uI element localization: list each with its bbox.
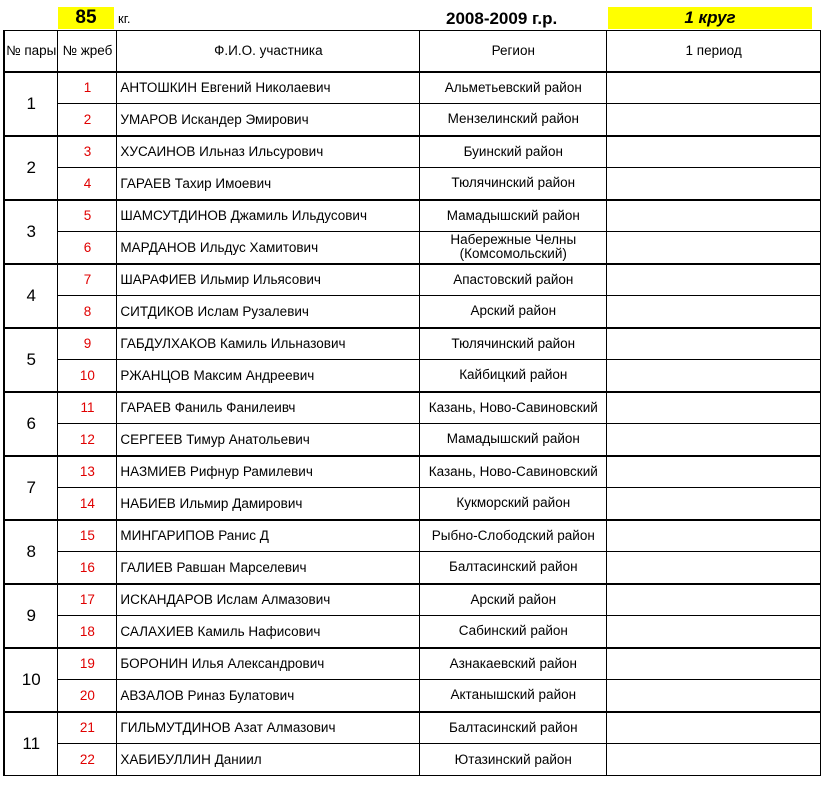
- period-score-cell[interactable]: [607, 744, 821, 776]
- table-row: [4, 72, 821, 104]
- table-row: [4, 520, 821, 552]
- pair-number: 1: [4, 72, 58, 136]
- participant-region: Рыбно-Слободский район: [420, 520, 607, 552]
- period-score-cell[interactable]: [607, 520, 821, 552]
- pair-number: 10: [4, 648, 58, 712]
- period-score-cell[interactable]: [607, 712, 821, 744]
- draw-number: 11: [58, 392, 117, 424]
- table-row: [4, 360, 821, 392]
- pair-number: 6: [4, 392, 58, 456]
- participant-name: АНТОШКИН Евгений Николаевич: [117, 72, 420, 104]
- period-score-cell[interactable]: [607, 232, 821, 264]
- table-row: [4, 168, 821, 200]
- participant-name: ГАЛИЕВ Равшан Марселевич: [117, 552, 420, 584]
- draw-number: 16: [58, 552, 117, 584]
- table-row: [4, 584, 821, 616]
- period-score-cell[interactable]: [607, 488, 821, 520]
- draw-number: 9: [58, 328, 117, 360]
- participant-region: Казань, Ново-Савиновский: [420, 392, 607, 424]
- participant-region: Балтасинский район: [420, 712, 607, 744]
- table-body: [4, 72, 821, 776]
- participant-region: Азнакаевский район: [420, 648, 607, 680]
- participant-region: Ютазинский район: [420, 744, 607, 776]
- period-score-cell[interactable]: [607, 168, 821, 200]
- period-score-cell[interactable]: [607, 296, 821, 328]
- participant-name: СЕРГЕЕВ Тимур Анатольевич: [117, 424, 420, 456]
- participant-name: БОРОНИН Илья Александрович: [117, 648, 420, 680]
- table-header-row: [4, 31, 821, 72]
- participant-region: Актанышский район: [420, 680, 607, 712]
- participant-name: ИСКАНДАРОВ Ислам Алмазович: [117, 584, 420, 616]
- period-score-cell[interactable]: [607, 104, 821, 136]
- participant-region: Набережные Челны (Комсомольский): [420, 232, 607, 264]
- participant-region: Кайбицкий район: [420, 360, 607, 392]
- weight-unit: кг.: [118, 11, 131, 26]
- draw-number: 6: [58, 232, 117, 264]
- period-score-cell[interactable]: [607, 616, 821, 648]
- table-row: [4, 136, 821, 168]
- period-score-cell[interactable]: [607, 264, 821, 296]
- draw-number: 8: [58, 296, 117, 328]
- participant-name: ГАРАЕВ Фаниль Фанилеивч: [117, 392, 420, 424]
- table-row: [4, 296, 821, 328]
- period-score-cell[interactable]: [607, 456, 821, 488]
- participant-name: МИНГАРИПОВ Ранис Д: [117, 520, 420, 552]
- participant-name: МАРДАНОВ Ильдус Хамитович: [117, 232, 420, 264]
- participant-name: НАЗМИЕВ Рифнур Рамилевич: [117, 456, 420, 488]
- col-pair-no: № пары: [4, 31, 58, 72]
- draw-number: 4: [58, 168, 117, 200]
- table-row: [4, 232, 821, 264]
- participant-name: СИТДИКОВ Ислам Рузалевич: [117, 296, 420, 328]
- col-name: Ф.И.О. участника: [117, 31, 420, 72]
- table-row: [4, 104, 821, 136]
- participant-region: Буинский район: [420, 136, 607, 168]
- participant-name: РЖАНЦОВ Максим Андреевич: [117, 360, 420, 392]
- period-score-cell[interactable]: [607, 424, 821, 456]
- participant-name: ХАБИБУЛЛИН Даниил: [117, 744, 420, 776]
- period-score-cell[interactable]: [607, 584, 821, 616]
- draw-number: 14: [58, 488, 117, 520]
- draw-number: 19: [58, 648, 117, 680]
- participant-region: Казань, Ново-Савиновский: [420, 456, 607, 488]
- period-score-cell[interactable]: [607, 680, 821, 712]
- table-row: [4, 616, 821, 648]
- draw-number: 3: [58, 136, 117, 168]
- draw-number: 5: [58, 200, 117, 232]
- table-row: [4, 264, 821, 296]
- period-score-cell[interactable]: [607, 648, 821, 680]
- period-score-cell[interactable]: [607, 360, 821, 392]
- pair-number: 8: [4, 520, 58, 584]
- period-score-cell[interactable]: [607, 328, 821, 360]
- period-score-cell[interactable]: [607, 136, 821, 168]
- period-score-cell[interactable]: [607, 552, 821, 584]
- draw-number: 22: [58, 744, 117, 776]
- pair-number: 9: [4, 584, 58, 648]
- participant-name: ГАБДУЛХАКОВ Камиль Ильназович: [117, 328, 420, 360]
- participant-name: ХУСАИНОВ Ильназ Ильсурович: [117, 136, 420, 168]
- table-row: [4, 680, 821, 712]
- participant-region: Арский район: [420, 296, 607, 328]
- draw-number: 18: [58, 616, 117, 648]
- participant-region: Тюлячинский район: [420, 328, 607, 360]
- table-row: [4, 424, 821, 456]
- participant-name: НАБИЕВ Ильмир Дамирович: [117, 488, 420, 520]
- table-row: [4, 456, 821, 488]
- draw-table: [3, 30, 821, 776]
- table-row: [4, 488, 821, 520]
- participant-region: Арский район: [420, 584, 607, 616]
- draw-number: 1: [58, 72, 117, 104]
- sheet-header: [0, 0, 821, 30]
- participant-region: Сабинский район: [420, 616, 607, 648]
- table-row: [4, 328, 821, 360]
- col-region: Регион: [420, 31, 607, 72]
- draw-number: 2: [58, 104, 117, 136]
- participant-name: ШАРАФИЕВ Ильмир Ильясович: [117, 264, 420, 296]
- draw-number: 12: [58, 424, 117, 456]
- pair-number: 7: [4, 456, 58, 520]
- period-score-cell[interactable]: [607, 200, 821, 232]
- participant-name: АВЗАЛОВ Риназ Булатович: [117, 680, 420, 712]
- participant-region: Тюлячинский район: [420, 168, 607, 200]
- pair-number: 5: [4, 328, 58, 392]
- draw-number: 13: [58, 456, 117, 488]
- period-score-cell[interactable]: [607, 392, 821, 424]
- participant-name: САЛАХИЕВ Камиль Нафисович: [117, 616, 420, 648]
- draw-number: 21: [58, 712, 117, 744]
- table-row: [4, 648, 821, 680]
- table-row: [4, 712, 821, 744]
- participant-name: ШАМСУТДИНОВ Джамиль Ильдусович: [117, 200, 420, 232]
- draw-number: 10: [58, 360, 117, 392]
- draw-number: 17: [58, 584, 117, 616]
- pair-number: 2: [4, 136, 58, 200]
- participant-name: УМАРОВ Искандер Эмирович: [117, 104, 420, 136]
- participant-region: Кукморский район: [420, 488, 607, 520]
- draw-number: 20: [58, 680, 117, 712]
- birth-years: 2008-2009 г.р.: [446, 9, 558, 28]
- period-score-cell[interactable]: [607, 72, 821, 104]
- table-row: [4, 552, 821, 584]
- table-row: [4, 392, 821, 424]
- participant-name: ГАРАЕВ Тахир Имоевич: [117, 168, 420, 200]
- participant-region: Апастовский район: [420, 264, 607, 296]
- col-draw-no: № жреб: [58, 31, 117, 72]
- table-row: [4, 200, 821, 232]
- pair-number: 4: [4, 264, 58, 328]
- draw-number: 7: [58, 264, 117, 296]
- pair-number: 11: [4, 712, 58, 776]
- participant-region: Мензелинский район: [420, 104, 607, 136]
- table-row: [4, 744, 821, 776]
- pair-number: 3: [4, 200, 58, 264]
- participant-region: Альметьевский район: [420, 72, 607, 104]
- round-label: 1 круг: [608, 7, 812, 29]
- col-period: 1 период: [607, 31, 821, 72]
- participant-region: Мамадышский район: [420, 424, 607, 456]
- draw-number: 15: [58, 520, 117, 552]
- participant-name: ГИЛЬМУТДИНОВ Азат Алмазович: [117, 712, 420, 744]
- weight-category: 85: [58, 7, 114, 29]
- participant-region: Мамадышский район: [420, 200, 607, 232]
- participant-region: Балтасинский район: [420, 552, 607, 584]
